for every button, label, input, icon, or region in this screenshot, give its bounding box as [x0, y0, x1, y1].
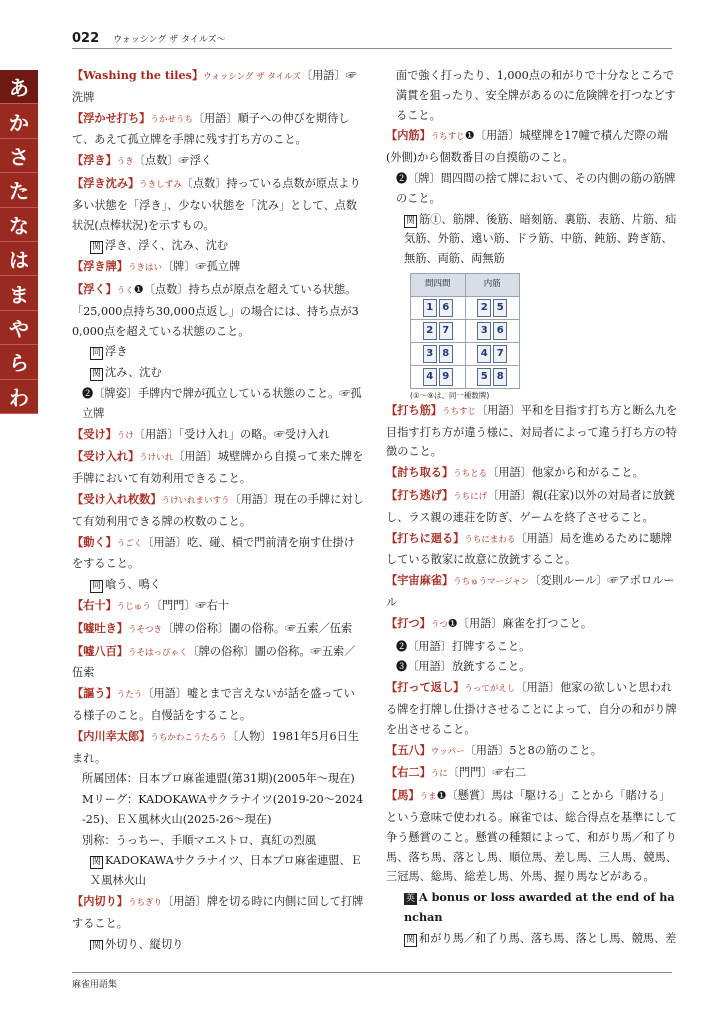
- tile-icon: 7: [493, 345, 507, 363]
- entry-reading: うごく: [116, 538, 143, 549]
- tile-icon: 8: [493, 368, 507, 386]
- entry-body: 〔牌の俗称〕圕の俗称。☞五索／伍索: [72, 644, 356, 680]
- table-cell: [465, 319, 520, 342]
- entry-body: 〔用語〕他家の欲しいと思われる牌を打牌し仕掛けさせることによって、自分の和がり牌を出させること。: [386, 681, 677, 736]
- entry-headword: 【浮く】: [72, 281, 117, 296]
- entry-headword: 【受け入れ】: [72, 449, 140, 464]
- entry-reading: うき: [116, 157, 134, 168]
- entry-body: 浮き: [105, 345, 128, 359]
- entry-body: 筋①、筋牌、後筋、暗刻筋、裏筋、表筋、片筋、疝気筋、外筋、遠い筋、ドラ筋、中筋、鈍筋、跨ぎ筋、無筋、両筋、両無筋: [404, 212, 677, 266]
- dictionary-entry: [386, 401, 678, 462]
- entry-reading: うってがえし: [464, 684, 516, 695]
- entry-reading: ウォッシング ザ タイルズ: [203, 72, 301, 82]
- dictionary-entry: [72, 684, 364, 726]
- entry-body: 〔用語〕5と8の筋のこと。: [464, 743, 602, 757]
- kana-index-tab: [0, 70, 38, 414]
- entry-headword: 【Washing the tiles】: [72, 68, 204, 82]
- entry-body: 〔門門〕☞右二: [447, 766, 527, 780]
- entry-body: 外切り、縦切り: [105, 937, 184, 950]
- entry-mark: 関: [92, 242, 102, 253]
- entry-reading: うちぎり: [127, 898, 162, 909]
- entry-body: ❶〔用語〕城壁牌を17幢で積んだ際の端(外側)から個数番目の自摸筋のこと。: [386, 129, 669, 165]
- page-number: 022: [72, 31, 100, 46]
- entry-body: KADOKAWAサクラナイツ、日本プロ麻雀連盟、ＥＸ風林火山: [90, 854, 362, 888]
- entry-body: A bonus or loss awarded at the end of hanchan: [404, 890, 675, 924]
- entry-body: 別称：うっちー、手順マエストロ、真紅の烈風: [82, 833, 317, 847]
- table-cell: [411, 319, 466, 342]
- dictionary-entry: [72, 727, 364, 769]
- dictionary-entry: [72, 342, 364, 362]
- dictionary-entry: [72, 619, 364, 641]
- dictionary-entry: [72, 363, 364, 383]
- tile-icon: 4: [477, 345, 491, 363]
- entry-headword: 【動く】: [72, 534, 117, 549]
- index-tab-kana[interactable]: あ: [0, 70, 38, 104]
- entry-headword: 【打つ】: [386, 615, 431, 630]
- entry-body: 〔用語〕「受け入れ」の略。☞受け入れ: [133, 427, 330, 441]
- dictionary-entry: [72, 935, 364, 950]
- entry-body: 面で強く打ったり、1,000点の和がりで十分なところで満貫を狙ったり、安全牌があるのに危険牌を打つなどすること。: [396, 69, 676, 122]
- entry-body: 〔牌の俗称〕圕の俗称。☞五索／伍索: [161, 621, 353, 635]
- entry-headword: 【打ちに廻る】: [386, 530, 465, 545]
- entry-reading: うけいれまいすう: [161, 495, 230, 506]
- entry-headword: 【受け】: [72, 426, 117, 441]
- entry-mark: 関: [406, 215, 416, 226]
- entry-body: 〔用語〕平和を目指す打ち方と断么九を目指す打ち方が違う様に、対局者によって違う打ち方の特徴のこと。: [386, 403, 678, 459]
- entry-headword: 【右二】: [386, 765, 431, 780]
- entry-headword: 【馬】: [386, 788, 420, 803]
- tile-icon: 8: [439, 345, 453, 363]
- dictionary-entry: [386, 571, 678, 613]
- entry-reading: うけいれ: [139, 453, 174, 464]
- entry-headword: 【打って返し】: [386, 680, 465, 695]
- running-title: ウォッシング ザ タイルズ～: [113, 35, 226, 45]
- dictionary-entry: [72, 66, 364, 108]
- tile-icon: 3: [477, 322, 491, 340]
- entry-body: 和がり馬／和了り馬、落ち馬、落とし馬、競馬、差: [419, 931, 677, 945]
- entry-reading: うそつき: [127, 624, 162, 635]
- entry-body: 〔変則ルール〕☞アポロルール: [386, 574, 675, 609]
- dictionary-entry: [386, 786, 678, 887]
- entry-body: 〔用語〕嘘とまで言えないが話を盛っている様子のこと。自慢話をすること。: [72, 687, 355, 722]
- entry-mark: 英: [406, 894, 416, 905]
- entry-reading: うちゅうマージャン: [453, 577, 530, 588]
- table-cell: [411, 365, 466, 388]
- dictionary-entry: [386, 66, 678, 125]
- dictionary-entry: [386, 463, 678, 485]
- entry-body: ❸〔用語〕放銃すること。: [396, 660, 531, 674]
- entry-reading: うじゅう: [116, 601, 151, 612]
- entry-body: ❷〔牌〕間四間の捨て牌において、その内側の筋の筋牌のこと。: [396, 171, 676, 205]
- right-column: [386, 66, 678, 950]
- entry-headword: 【内川幸太郎】: [72, 728, 151, 743]
- table-cell: [465, 365, 520, 388]
- dictionary-entry: [386, 169, 678, 209]
- dictionary-entry: [72, 236, 364, 256]
- entry-headword: 【内筋】: [386, 128, 431, 143]
- dictionary-entry: [386, 614, 678, 636]
- entry-body: 〔用語〕牌を切る時に内側に回して打牌すること。: [72, 895, 364, 930]
- entry-body: 〔用語〕局を進めるために聴牌している散家に故意に放銃すること。: [386, 531, 672, 567]
- table-cell: [465, 296, 520, 319]
- dictionary-entry: [72, 257, 364, 279]
- dictionary-entry: [72, 642, 364, 684]
- entry-headword: 【内切り】: [72, 894, 128, 909]
- entry-headword: 【浮かせ打ち】: [72, 110, 151, 125]
- tile-icon: 4: [423, 368, 437, 386]
- dictionary-entry: [72, 790, 364, 830]
- dictionary-entry: [72, 892, 364, 934]
- entry-body: 沈み、沈む: [105, 366, 162, 380]
- dictionary-entry: [72, 151, 364, 173]
- entry-reading: うちにげ: [453, 491, 488, 502]
- dictionary-entry: [72, 280, 364, 341]
- tile-icon: 1: [423, 299, 437, 317]
- tile-icon: 6: [439, 299, 453, 317]
- entry-body: 〔門門〕☞右十: [150, 598, 230, 612]
- dictionary-entry: [386, 678, 678, 739]
- entry-reading: うちとる: [453, 469, 488, 480]
- dictionary-entry: [386, 741, 678, 763]
- entry-body: 〔用語〕吃、碰、槓で門前清を崩す仕掛けをすること。: [72, 535, 355, 571]
- dictionary-entry: [386, 529, 678, 571]
- entry-headword: 【浮き牌】: [72, 259, 128, 274]
- entry-body: 〔用語〕☞洗牌: [72, 69, 357, 104]
- page-footer: [72, 972, 672, 990]
- entry-body: 〔人物〕1981年5月6日生まれ。: [72, 729, 360, 765]
- entry-reading: うちすじ: [430, 132, 465, 143]
- dictionary-entry: [72, 533, 364, 575]
- entry-body: ❶〔点数〕持ち点が原点を超えている状態。「25,000点持ち30,000点返し」の場合には、持ち点が30,000点を超えている状態のこと。: [72, 282, 359, 338]
- entry-headword: 【宇宙麻雀】: [386, 573, 454, 588]
- dictionary-entry: [72, 851, 364, 891]
- tile-icon: 9: [439, 368, 453, 386]
- entry-body: 〔用語〕親(荘家)以外の対局者に放銃し、ラス親の連荘を防ぎ、ゲームを終了させること。: [386, 488, 675, 524]
- dictionary-entry: [386, 126, 678, 168]
- entry-body: 浮き、浮く、沈み、沈む: [105, 239, 229, 253]
- entry-reading: うそはっぴゃく: [127, 647, 188, 658]
- table-note: (①～⑨は、同一種数牌): [410, 390, 490, 400]
- entry-reading: うきはい: [127, 263, 162, 274]
- dictionary-entry: [386, 763, 678, 785]
- table-header: 内筋: [465, 273, 520, 296]
- dictionary-entry: [72, 596, 364, 618]
- entry-headword: 【右十】: [72, 597, 117, 612]
- entry-reading: うたう: [116, 690, 143, 701]
- index-tab-kana[interactable]: や: [0, 311, 38, 345]
- entry-reading: うちすじ: [441, 406, 476, 417]
- footer-text: 麻雀用語集: [72, 980, 118, 990]
- dictionary-entry: [72, 425, 364, 447]
- entry-body: ❷〔牌姿〕手牌内で牌が孤立している状態のこと。☞孤立牌: [82, 386, 362, 420]
- table-row: [411, 296, 520, 319]
- dictionary-entry: [386, 657, 678, 677]
- dictionary-entry: [386, 486, 678, 528]
- entry-headword: 【浮き】: [72, 153, 117, 168]
- table-cell: [411, 342, 466, 365]
- suji-table: [410, 273, 520, 389]
- entry-body: 〔用語〕現在の手牌に対して有効利用できる牌の枚数のこと。: [72, 492, 364, 528]
- entry-reading: うかせうち: [150, 114, 193, 125]
- index-tab-kana[interactable]: か: [0, 104, 38, 138]
- index-tab-kana[interactable]: は: [0, 242, 38, 276]
- entry-mark: 関: [92, 857, 102, 868]
- dictionary-entry: [386, 929, 678, 950]
- index-tab-kana[interactable]: ま: [0, 276, 38, 310]
- index-tab-kana[interactable]: わ: [0, 380, 38, 414]
- index-tab-kana[interactable]: さ: [0, 139, 38, 173]
- entry-headword: 【浮き沈み】: [72, 175, 140, 190]
- entry-reading: ウッパー: [430, 746, 465, 757]
- page-header: [72, 28, 672, 49]
- table-cell: [411, 296, 466, 319]
- entry-body: ❷〔用語〕打牌すること。: [396, 639, 531, 653]
- entry-mark: 同: [92, 581, 102, 592]
- index-tab-kana[interactable]: な: [0, 208, 38, 242]
- entry-body: 〔用語〕順子への伸びを期待して、あえて孤立牌を手牌に残す打ち方のこと。: [72, 111, 350, 147]
- entry-reading: うちかわこうたろう: [150, 732, 227, 743]
- entry-body: 〔用語〕城壁牌から自摸って来た牌を手牌において有効利用できること。: [72, 450, 364, 486]
- entry-mark: 関: [92, 369, 102, 380]
- dictionary-entry: [72, 490, 364, 532]
- entry-headword: 【五八】: [386, 742, 431, 757]
- dictionary-entry: [72, 575, 364, 595]
- tile-icon: 5: [477, 368, 491, 386]
- entry-reading: うつ: [430, 619, 448, 630]
- dictionary-entry: [386, 888, 678, 928]
- entry-headword: 【嘘吐き】: [72, 620, 128, 635]
- table-cell: [465, 342, 520, 365]
- entry-headword: 【討ち取る】: [386, 465, 454, 480]
- tile-icon: 2: [477, 299, 491, 317]
- entry-body: Mリーグ：KADOKAWAサクラナイツ(2019-20～2024-25)、ＥＸ風林火山(2025-26～現在): [82, 793, 364, 826]
- entry-headword: 【受け入れ枚数】: [72, 491, 162, 506]
- entry-headword: 【謳う】: [72, 686, 117, 701]
- tile-icon: 5: [493, 299, 507, 317]
- entry-body: 〔点数〕持っている点数が原点より多い状態を「浮き」、少ない状態を「沈み」として、点数状況(点棒状況)を示すもの。: [72, 176, 361, 232]
- dictionary-entry: [72, 384, 364, 424]
- entry-reading: うけ: [116, 430, 134, 441]
- entry-body: 喰う、鳴く: [105, 578, 161, 592]
- index-tab-kana[interactable]: ら: [0, 345, 38, 379]
- table-row: [411, 342, 520, 365]
- tile-icon: 2: [423, 322, 437, 340]
- entry-reading: うく: [116, 285, 134, 296]
- entry-headword: 【打ち筋】: [386, 402, 442, 417]
- entry-reading: うきしずみ: [139, 179, 182, 190]
- entry-mark: 関: [90, 940, 103, 950]
- entry-body: 〔点数〕☞浮く: [133, 154, 213, 168]
- entry-reading: うま: [419, 792, 437, 803]
- dictionary-entry: [386, 210, 678, 269]
- table-row: [411, 319, 520, 342]
- dictionary-entry: [72, 447, 364, 489]
- dictionary-entry: [386, 637, 678, 657]
- entry-body: 所属団体：日本プロ麻雀連盟(第31期)(2005年～現在): [82, 772, 355, 786]
- entry-body: ❶〔用語〕麻雀を打つこと。: [447, 616, 593, 630]
- table-row: [411, 365, 520, 388]
- index-tab-kana[interactable]: た: [0, 173, 38, 207]
- table-header: 間四間: [411, 273, 466, 296]
- entry-mark: 関: [406, 934, 416, 945]
- entry-headword: 【打ち逃げ】: [386, 487, 454, 502]
- tile-icon: 7: [439, 322, 453, 340]
- entry-body: 〔用語〕他家から和がること。: [487, 466, 644, 480]
- entry-headword: 【嘘八百】: [72, 643, 128, 658]
- dictionary-entry: [72, 109, 364, 151]
- entry-mark: 同: [92, 348, 102, 359]
- tile-icon: 6: [493, 322, 507, 340]
- dictionary-entry: [72, 174, 364, 235]
- entry-body: ❶〔懸賞〕馬は「駆ける」ことから「賭ける」という意味で使われる。麻雀では、総合得点を基準にして争う懸賞のこと。懸賞の種類によって、和がり馬／和了り馬、落ち馬、落とし馬、順位馬、差し馬、三人馬、競馬、三冠馬、総馬、総差し馬、外馬、握り馬などがある。: [386, 789, 677, 884]
- tile-icon: 3: [423, 345, 437, 363]
- dictionary-entry: [72, 831, 364, 851]
- entry-body: 〔牌〕☞孤立牌: [161, 260, 241, 274]
- entry-reading: うちにまわる: [464, 534, 516, 545]
- dictionary-entry: [72, 769, 364, 789]
- left-column: [72, 66, 364, 950]
- entry-reading: うに: [430, 769, 448, 780]
